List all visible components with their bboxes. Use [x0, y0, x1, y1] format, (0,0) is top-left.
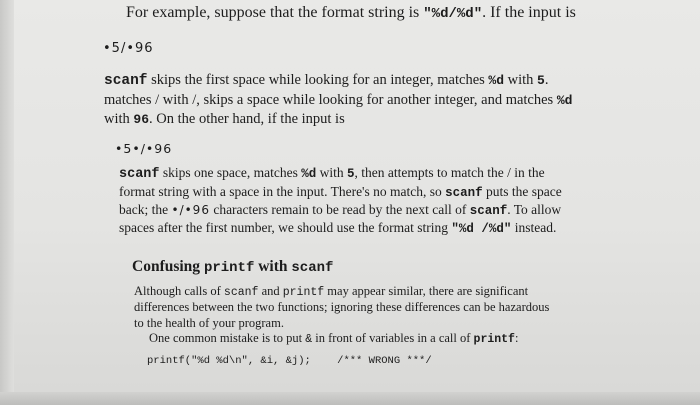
sidebar-line2: differences between the two functions; ignoring these differences can be hazardous	[134, 300, 550, 314]
page-bottom-edge	[0, 392, 700, 405]
input-example-2: •5•/•96	[115, 141, 173, 156]
para1-line3: with 96. On the other hand, if the input is	[104, 111, 345, 127]
intro-line: For example, suppose that the format string is "%d/%d". If the input is	[126, 4, 576, 22]
printf-code: printf("%d %d\n", &i, &j);	[147, 355, 311, 367]
para2-line2: format string with a space in the input. There's no match, so scanf puts the space	[119, 184, 562, 200]
para1-line1: scanf skips the first space while looking for an integer, matches %d with 5.	[104, 72, 549, 89]
para2-line1: scanf skips one space, matches %d with 5, then attempts to match the / in the	[119, 165, 545, 182]
sidebar-line1: Although calls of scanf and printf may appear similar, there are significant	[134, 284, 529, 299]
sidebar-title: Confusing printf with scanf	[132, 258, 334, 276]
sidebar-code-line	[147, 355, 432, 367]
wrong-comment: /*** WRONG ***/	[337, 355, 432, 367]
sidebar-line3: to the health of your program.	[134, 316, 284, 330]
page-left-edge	[0, 0, 14, 405]
sidebar-line4: One common mistake is to put & in front of variables in a call of printf:	[149, 331, 519, 346]
para2-line4: spaces after the first number, we should use the format string "%d /%d" instead.	[119, 220, 557, 236]
para1-line2: matches / with /, skips a space while looking for another integer, and matches %d	[104, 92, 573, 108]
input-example-1: •5/•96	[103, 41, 154, 56]
para2-line3: back; the •/•96 characters remain to be read by the next call of scanf. To allow	[119, 202, 562, 218]
